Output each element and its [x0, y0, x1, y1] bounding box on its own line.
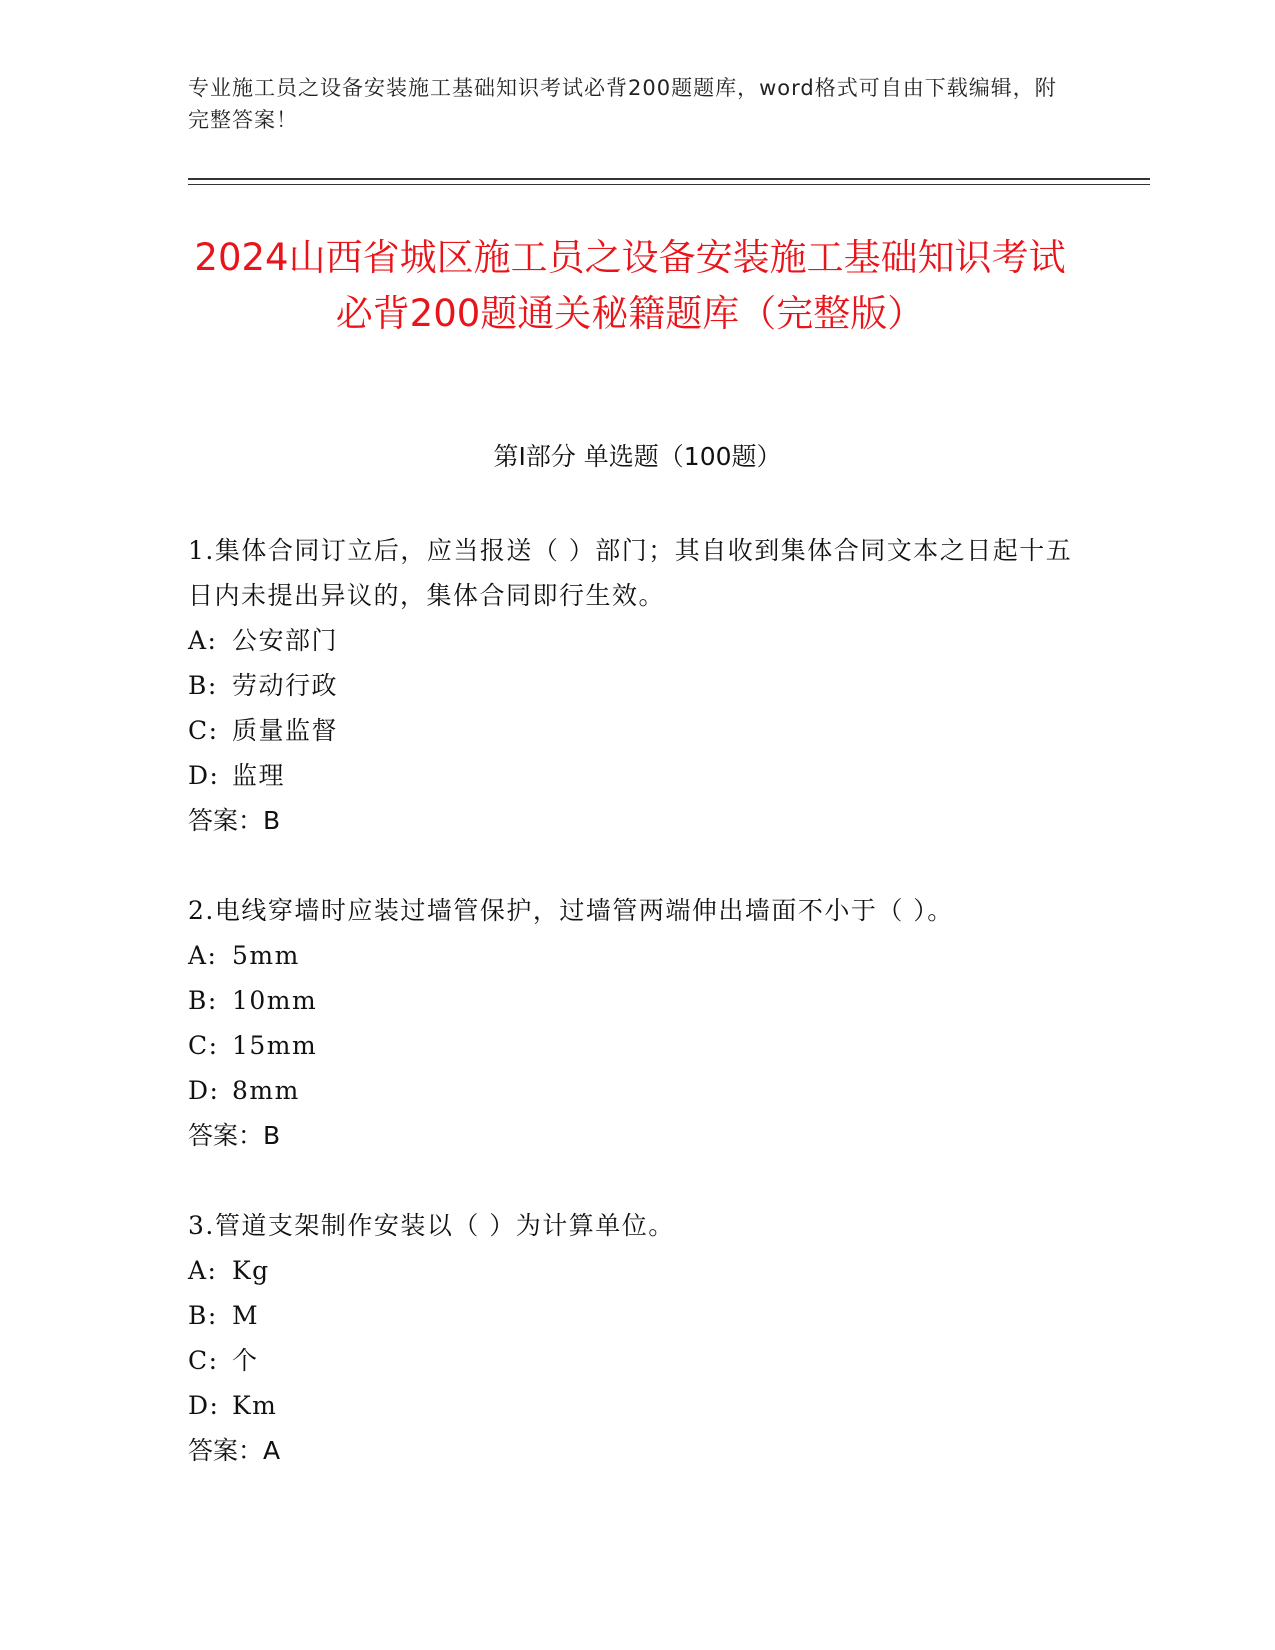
option-key: A:: [188, 1256, 218, 1285]
option-text: Km: [232, 1391, 278, 1420]
option-key: C:: [188, 1346, 219, 1375]
option-key: D:: [188, 1391, 220, 1420]
option-text: 公安部门: [232, 626, 339, 655]
option-key: C:: [188, 1031, 219, 1060]
option-text: 质量监督: [232, 716, 339, 745]
question-2: [188, 888, 1088, 1158]
option-d: [188, 753, 1088, 798]
question-list: [188, 528, 1088, 1518]
answer-line: 答案：B: [188, 806, 281, 835]
question-stem: 2.电线穿墙时应装过墙管保护，过墙管两端伸出墙面不小于（ ）。: [188, 896, 954, 925]
option-text: 8mm: [232, 1076, 300, 1105]
option-key: A:: [188, 941, 218, 970]
question-3: [188, 1203, 1088, 1473]
option-text: 劳动行政: [232, 671, 339, 700]
option-key: B:: [188, 671, 218, 700]
section-heading: 第I部分 单选题（100题）: [493, 442, 782, 471]
option-c: [188, 1023, 1088, 1068]
option-text: Kg: [232, 1256, 270, 1285]
option-text: 10mm: [232, 986, 318, 1015]
option-b: [188, 1293, 1088, 1338]
option-text: 15mm: [232, 1031, 318, 1060]
question-1: [188, 528, 1088, 843]
option-d: [188, 1068, 1088, 1113]
option-a: [188, 1248, 1088, 1293]
header-divider-thick: [188, 178, 1150, 180]
option-text: M: [232, 1301, 260, 1330]
question-stem: 1.集体合同订立后，应当报送（ ）部门；其自收到集体合同文本之日起十五日内未提出异议的，集体合同即行生效。: [188, 536, 1073, 610]
document-title: 2024山西省城区施工员之设备安装施工基础知识考试必背200题通关秘籍题库（完整版）: [194, 236, 1066, 335]
option-text: 监理: [232, 761, 286, 790]
option-key: B:: [188, 986, 218, 1015]
option-key: B:: [188, 1301, 218, 1330]
option-text: 个: [232, 1346, 259, 1375]
option-d: [188, 1383, 1088, 1428]
option-a: [188, 933, 1088, 978]
option-key: D:: [188, 761, 220, 790]
option-key: D:: [188, 1076, 220, 1105]
answer-line: 答案：B: [188, 1121, 281, 1150]
question-stem: 3.管道支架制作安装以（ ）为计算单位。: [188, 1211, 675, 1240]
header-divider-thin: [188, 184, 1150, 185]
option-a: [188, 618, 1088, 663]
option-c: [188, 708, 1088, 753]
option-key: C:: [188, 716, 219, 745]
answer-line: 答案：A: [188, 1436, 281, 1465]
option-c: [188, 1338, 1088, 1383]
option-b: [188, 663, 1088, 708]
option-b: [188, 978, 1088, 1023]
option-text: 5mm: [232, 941, 300, 970]
option-key: A:: [188, 626, 218, 655]
header-note: 专业施工员之设备安装施工基础知识考试必背200题题库，word格式可自由下载编辑，附完整答案！: [188, 76, 1057, 132]
